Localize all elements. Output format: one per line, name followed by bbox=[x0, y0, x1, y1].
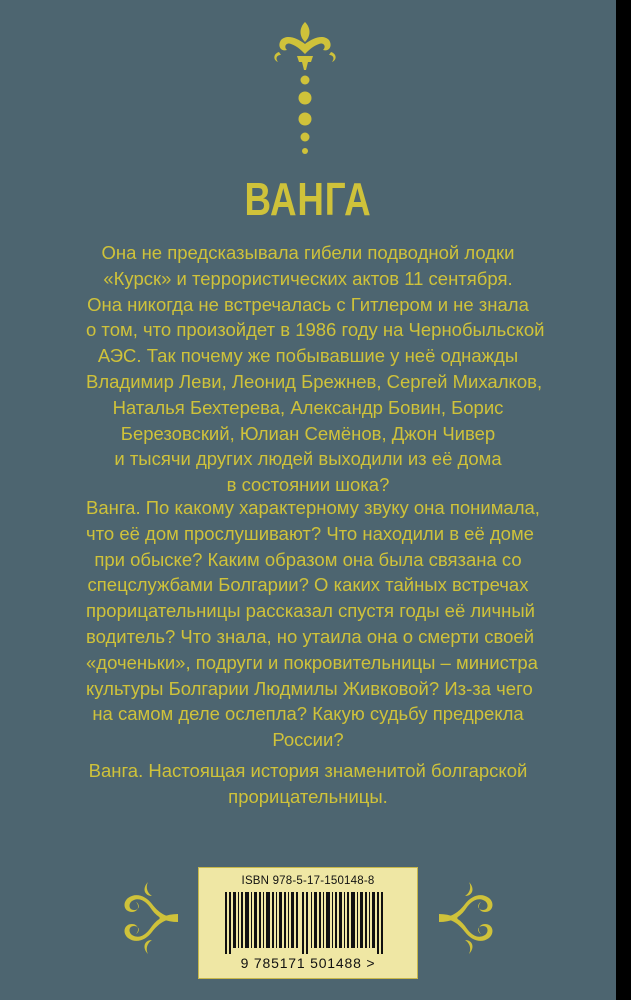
text-line: спецслужбами Болгарии? О каких тайных встречах bbox=[87, 574, 529, 596]
text-line: «Курск» и террористических актов 11 сентября. bbox=[103, 267, 513, 289]
barcode-icon bbox=[217, 892, 401, 954]
text-line: Ванга. Настоящая история знаменитой болгарской bbox=[88, 760, 528, 781]
annotation-paragraph-1 bbox=[86, 240, 545, 498]
annotation-paragraph-3 bbox=[86, 758, 530, 810]
text-line: водитель? Что знала, но утаила она о смерти своей bbox=[86, 625, 535, 647]
scroll-ornament-icon bbox=[437, 878, 499, 958]
text-line: прорицательницы. bbox=[228, 785, 388, 807]
text-line: что её дом прослушивают? Что находили в её доме bbox=[86, 522, 534, 544]
text-line: России? bbox=[272, 729, 344, 751]
book-title: ВАНГА bbox=[244, 173, 372, 225]
annotation-paragraph-2 bbox=[86, 495, 540, 753]
text-line: при обыске? Каким образом она была связана со bbox=[94, 548, 522, 570]
text-line: Березовский, Юлиан Семёнов, Джон Чивер bbox=[120, 422, 496, 444]
fleur-de-lis-ornament-icon bbox=[265, 18, 345, 168]
book-spine-edge bbox=[616, 0, 631, 1000]
isbn-label: ISBN 978-5-17-150148-8 bbox=[241, 875, 375, 887]
text-line: на самом деле ослепла? Какую судьбу предрекла bbox=[92, 703, 524, 725]
text-line: культуры Болгарии Людмилы Живковой? Из-за чего bbox=[86, 677, 533, 699]
text-line: в состоянии шока? bbox=[226, 474, 390, 496]
isbn-barcode-box bbox=[198, 867, 418, 979]
scroll-ornament-icon bbox=[118, 878, 180, 958]
text-line: Она никогда не встречалась с Гитлером и не знала bbox=[87, 293, 529, 315]
text-line: Она не предсказывала гибели подводной лодки bbox=[101, 242, 515, 263]
text-line: о том, что произойдет в 1986 году на Чернобыльской bbox=[86, 319, 545, 341]
text-line: «доченьки», подруги и покровительницы – министра bbox=[86, 651, 538, 673]
text-line: прорицательницы рассказал спустя годы её личный bbox=[86, 600, 535, 622]
text-line: АЭС. Так почему же побывавшие у неё однажды bbox=[97, 345, 519, 367]
text-line: Ванга. По какому характерному звуку она понимала, bbox=[86, 497, 540, 518]
text-line: Владимир Леви, Леонид Брежнев, Сергей Михалков, bbox=[86, 370, 543, 392]
isbn-digits: 9 785171 501488 > bbox=[240, 955, 376, 971]
text-line: Наталья Бехтерева, Александр Бовин, Борис bbox=[112, 396, 504, 418]
text-line: и тысячи других людей выходили из её дома bbox=[114, 448, 502, 470]
